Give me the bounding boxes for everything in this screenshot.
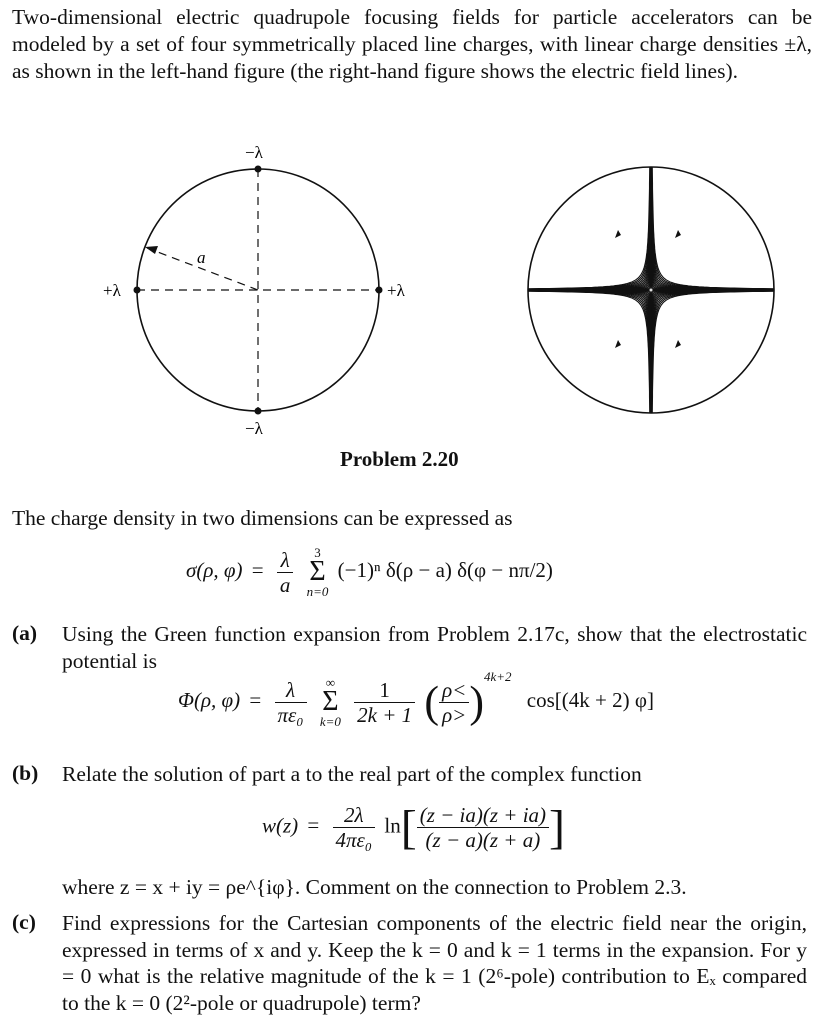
part-a-text: Using the Green function expansion from Problem 2.17c, show that the electrostatic potential is <box>62 622 807 673</box>
eq2-coefficient-num: 1 <box>354 678 415 703</box>
eq3-prefactor <box>333 803 376 852</box>
potential-equation: Φ(ρ, φ) = $\frac{\lambda}{\text{πε₀}}$ ∞ Σ k=0 $\frac{1}{2k + 1}$ ( $\frac{\rho<}{\rho>}$ )$^{4k+2}$ cos[(4k + 2) φ] <box>178 668 654 729</box>
eq2-coefficient <box>354 678 415 727</box>
eq1-sum-lower: n=0 <box>306 584 329 599</box>
eq2-exponent: 4k+2 <box>484 668 512 684</box>
charge-top-label: −λ <box>245 143 263 162</box>
eq2-sum-upper: ∞ <box>325 675 336 690</box>
part-c-text: Find expressions for the Cartesian components of the electric field near the origin, expressed in terms of x and y. Keep the k = 0 and k = 1 terms in the expansion. For y = 0 what is the relative magnitude of the k = 1 (2⁶-pole) contribution to Eₓ compared to the k = 0 (2²-pole or quadrupole) term? <box>62 911 807 1015</box>
eq2-prefactor-den: πε₀ <box>277 702 304 727</box>
part-b-label: (b) <box>12 761 39 785</box>
eq1-sum: 3 Σ n=0 <box>306 545 329 599</box>
part-b-text: Relate the solution of part a to the real part of the complex function <box>62 762 642 786</box>
eq3-ln: ln <box>384 813 401 838</box>
eq1-lhs: σ(ρ, φ) <box>186 557 243 582</box>
eq2-lhs: Φ(ρ, φ) <box>178 687 241 712</box>
field-line <box>573 290 651 368</box>
field-line <box>651 177 763 289</box>
density-sentence: The charge density in two dimensions can be expressed as <box>12 506 513 530</box>
eq2-tail: cos[(4k + 2) φ] <box>526 687 654 712</box>
charge-left-dot <box>134 287 141 294</box>
eq2-sum-lower: k=0 <box>319 714 341 729</box>
eq2-prefactor-num: λ <box>275 678 307 703</box>
eq3-prefactor-den: 4πε₀ <box>335 828 373 852</box>
charge-configuration-figure <box>95 142 425 442</box>
intro-paragraph: Two-dimensional electric quadrupole focusing fields for particle accelerators can be modeled by a set of four symmetrically placed line charges, with linear charge densities ±λ, as shown in the left-hand figure (the right-hand figure shows the electric field lines). <box>12 5 812 83</box>
radius-label: a <box>197 248 206 267</box>
part-b-where: where z = x + iy = ρe^{iφ}. Comment on the connection to Problem 2.3. <box>62 875 687 899</box>
field-arrowhead <box>675 340 681 348</box>
charge-bottom-dot <box>255 408 262 415</box>
figure-caption: Problem 2.20 <box>340 447 459 471</box>
eq3-lhs: w(z) <box>262 813 299 838</box>
field-line <box>651 290 763 402</box>
complex-function-equation: w(z) = $\frac{2\lambda}{\text{4πε₀}}$ ln[ $\frac{(z - ia)(z + ia)}{(z - a)(z + a)}$ ] <box>262 801 566 854</box>
charge-right-dot <box>376 287 383 294</box>
field-line <box>651 195 746 290</box>
field-line <box>556 290 651 385</box>
eq2-ratio-den: ρ> <box>442 702 467 727</box>
radius-arrowhead <box>145 246 158 254</box>
charge-top-dot <box>255 166 262 173</box>
field-arrowhead <box>675 230 681 238</box>
eq2-prefactor <box>275 678 307 727</box>
eq1-prefactor <box>277 548 294 597</box>
field-line <box>556 195 651 290</box>
field-lines-figure <box>526 165 776 415</box>
eq1-prefactor-num: λ <box>277 548 294 573</box>
part-a-label: (a) <box>12 621 38 645</box>
field-arrowhead <box>615 340 621 348</box>
eq2-ratio <box>439 678 469 727</box>
eq1-sum-upper: 3 <box>314 545 321 560</box>
part-c-label: (c) <box>12 910 36 934</box>
eq2-ratio-num: ρ< <box>439 678 469 703</box>
eq2-coefficient-den: 2k + 1 <box>357 702 413 727</box>
field-line <box>538 290 650 402</box>
field-arrowhead <box>615 230 621 238</box>
eq3-argument <box>417 803 549 852</box>
eq3-prefactor-num: 2λ <box>333 803 376 828</box>
charge-density-equation: σ(ρ, φ) = $\frac{\lambda}{a}$ 3 Σ n=0 (−1)ⁿ δ(ρ − a) δ(φ − nπ/2) <box>186 545 553 599</box>
field-line <box>651 290 729 368</box>
eq1-body: (−1)ⁿ δ(ρ − a) δ(φ − nπ/2) <box>337 557 553 582</box>
field-line <box>651 290 746 385</box>
field-line <box>573 212 651 290</box>
charge-left-label: +λ <box>103 281 121 300</box>
field-line <box>651 212 729 290</box>
charge-bottom-label: −λ <box>245 419 263 438</box>
eq2-sum: ∞ Σ k=0 <box>319 675 341 729</box>
charge-right-label: +λ <box>387 281 405 300</box>
field-line <box>538 177 650 289</box>
eq3-argument-num: (z − ia)(z + ia) <box>417 803 549 828</box>
eq3-argument-den: (z − a)(z + a) <box>425 828 541 852</box>
eq1-prefactor-den: a <box>279 572 291 597</box>
